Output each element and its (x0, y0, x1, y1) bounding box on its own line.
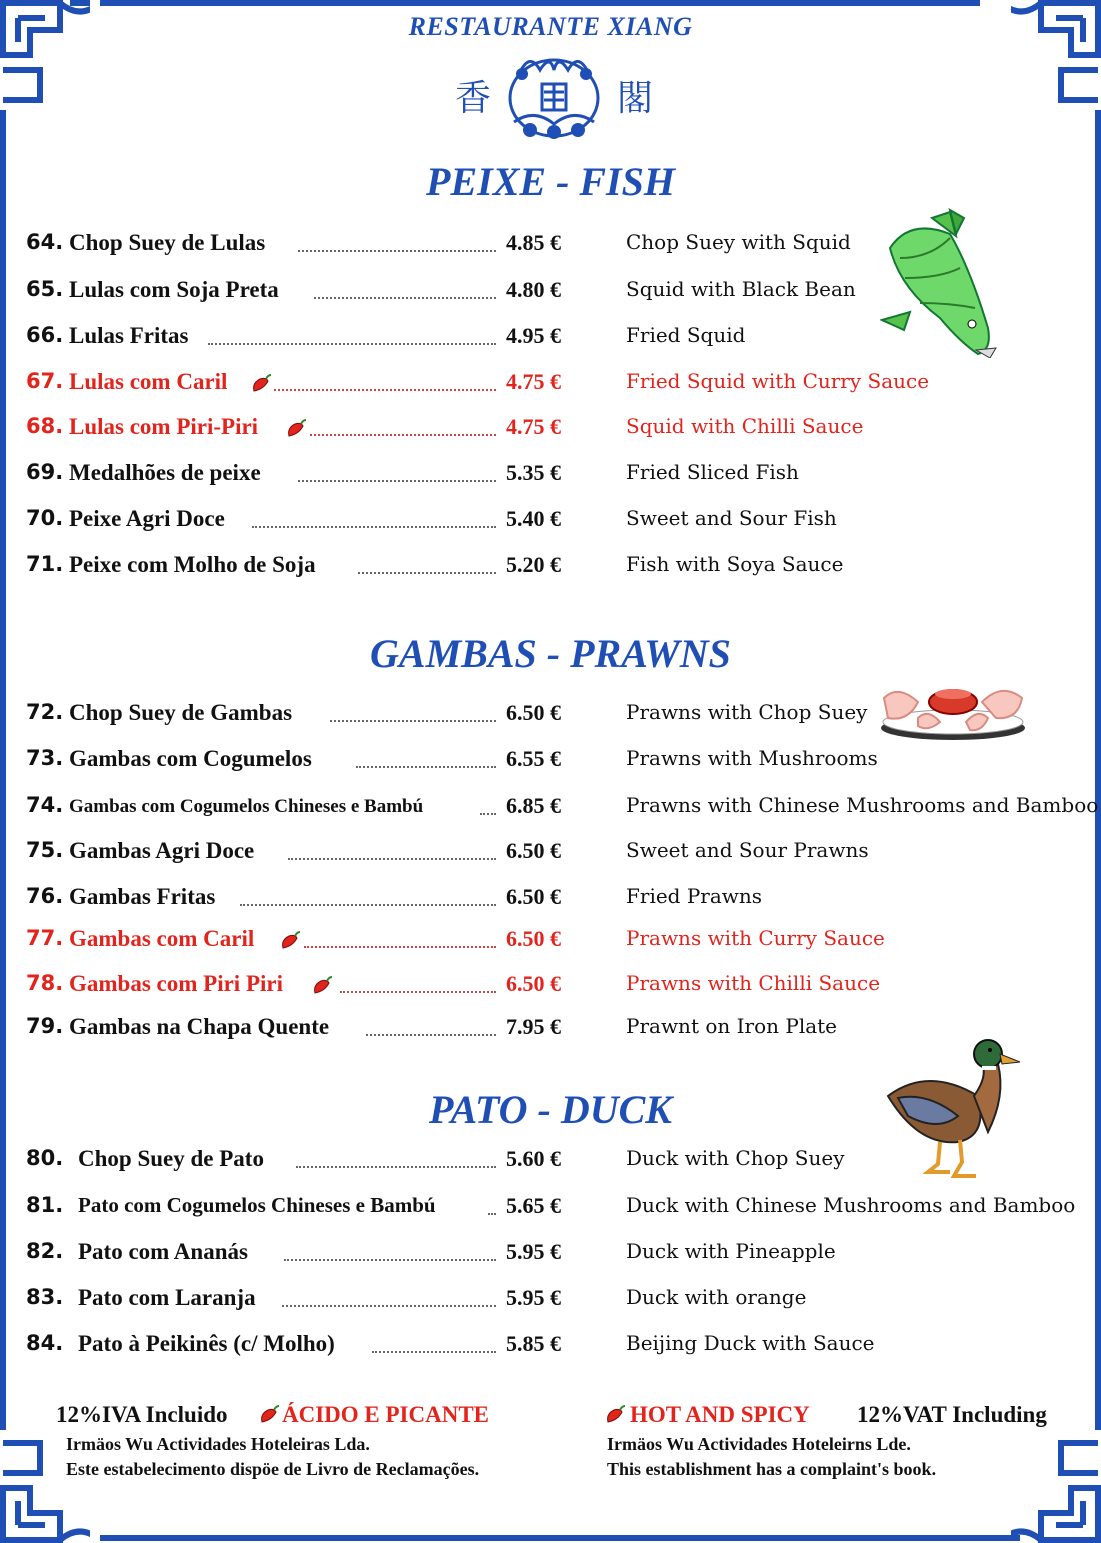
item-price: 6.50 € (506, 884, 561, 909)
chili-pepper-icon (250, 373, 272, 393)
menu-item-81 (26, 1193, 1101, 1233)
item-number: 70. (26, 506, 64, 530)
menu-item-69 (26, 460, 1101, 500)
item-english-name: Duck with Pineapple (626, 1239, 836, 1263)
dot-leader (274, 385, 496, 391)
item-price: 6.50 € (506, 838, 561, 863)
footer-vat-en: 12%VAT Including (857, 1402, 1047, 1427)
dot-leader (372, 1347, 496, 1353)
item-number: 80. (26, 1146, 64, 1170)
item-english-name: Beijing Duck with Sauce (626, 1331, 875, 1355)
restaurant-name: RESTAURANTE XIANG (408, 12, 693, 41)
menu-item-79 (26, 1014, 1101, 1054)
item-name: Peixe Agri Doce (69, 506, 225, 531)
item-english-name: Prawns with Chilli Sauce (626, 971, 881, 995)
item-number: 71. (26, 552, 64, 576)
dot-leader (340, 987, 496, 993)
border-left (0, 110, 6, 1430)
footer-spicy-en: HOT AND SPICY (630, 1402, 810, 1427)
item-english-name: Prawns with Chinese Mushrooms and Bamboo (626, 793, 1099, 817)
menu-item-76 (26, 884, 1101, 924)
item-name: Gambas com Caril (69, 926, 255, 951)
corner-ornament-bottom-right (1011, 1433, 1101, 1543)
menu-item-67 (26, 369, 1101, 409)
item-number: 73. (26, 746, 64, 770)
item-price: 5.20 € (506, 552, 561, 577)
dot-leader (480, 809, 496, 815)
border-top (100, 0, 980, 6)
dot-leader (252, 522, 496, 528)
item-name: Chop Suey de Lulas (69, 230, 266, 255)
item-price: 6.50 € (506, 926, 561, 951)
menu-item-71 (26, 552, 1101, 592)
item-number: 72. (26, 700, 64, 724)
item-price: 5.95 € (506, 1239, 561, 1264)
item-price: 5.40 € (506, 506, 561, 531)
item-name: Chop Suey de Pato (78, 1146, 264, 1171)
item-price: 7.95 € (506, 1014, 561, 1039)
menu-item-80 (26, 1146, 1101, 1186)
dot-leader (208, 339, 496, 345)
dot-leader (282, 1301, 496, 1307)
menu-item-78 (26, 971, 1101, 1011)
item-name: Gambas com Cogumelos Chineses e Bambú (69, 796, 424, 817)
dot-leader (314, 293, 496, 299)
footer-complaint-pt: Este estabelecimento dispöe de Livro de Reclamações. (66, 1459, 480, 1479)
cjk-character-right: 閣 (617, 78, 654, 119)
dot-leader (284, 1255, 496, 1261)
menu-item-75 (26, 838, 1101, 878)
border-bottom (100, 1535, 1020, 1541)
item-english-name: Squid with Black Bean (626, 277, 856, 301)
item-price: 4.80 € (506, 277, 561, 302)
item-name: Gambas com Cogumelos (69, 746, 312, 771)
footer-company-pt: Irmäos Wu Actividades Hoteleiras Lda. (66, 1434, 370, 1454)
item-name: Lulas com Caril (69, 369, 228, 394)
item-price: 6.50 € (506, 700, 561, 725)
item-number: 84. (26, 1331, 64, 1355)
item-name: Gambas Agri Doce (69, 838, 255, 863)
item-price: 4.95 € (506, 323, 561, 348)
menu-item-72 (26, 700, 1101, 740)
menu-item-74 (26, 793, 1101, 833)
dot-leader (304, 942, 496, 948)
item-english-name: Fried Squid with Curry Sauce (626, 369, 930, 393)
item-number: 68. (26, 414, 64, 438)
footer-vat-pt: 12%IVA Incluido (56, 1402, 228, 1427)
menu-item-82 (26, 1239, 1101, 1279)
dot-leader (288, 854, 496, 860)
item-english-name: Fried Squid (626, 323, 746, 347)
item-number: 65. (26, 277, 64, 301)
item-name: Pato com Ananás (78, 1239, 248, 1264)
item-price: 5.60 € (506, 1146, 561, 1171)
item-name: Lulas com Piri-Piri (69, 414, 259, 439)
menu-item-83 (26, 1285, 1101, 1325)
item-english-name: Sweet and Sour Prawns (626, 838, 869, 862)
item-name: Gambas com Piri Piri (69, 971, 283, 996)
dot-leader (366, 1030, 496, 1036)
item-english-name: Fried Prawns (626, 884, 763, 908)
item-name: Pato à Peikinês (c/ Molho) (78, 1331, 335, 1356)
menu-item-70 (26, 506, 1101, 546)
footer-spicy-pt: ÁCIDO E PICANTE (282, 1402, 490, 1427)
item-number: 74. (26, 793, 64, 817)
chili-pepper-icon (279, 930, 301, 950)
dot-leader (240, 900, 496, 906)
menu-item-77 (26, 926, 1101, 966)
item-english-name: Duck with Chop Suey (626, 1146, 845, 1170)
item-english-name: Duck with Chinese Mushrooms and Bamboo (626, 1193, 1076, 1217)
item-english-name: Prawns with Mushrooms (626, 746, 878, 770)
section-title-fish: PEIXE - FISH (426, 159, 675, 204)
item-price: 6.50 € (506, 971, 561, 996)
item-number: 69. (26, 460, 64, 484)
dot-leader (488, 1209, 496, 1215)
item-number: 67. (26, 369, 64, 393)
dot-leader (310, 430, 496, 436)
item-english-name: Prawns with Chop Suey (626, 700, 868, 724)
menu-item-84 (26, 1331, 1101, 1371)
item-price: 5.95 € (506, 1285, 561, 1310)
item-number: 77. (26, 926, 64, 950)
item-name: Gambas na Chapa Quente (69, 1014, 330, 1039)
item-number: 82. (26, 1239, 64, 1263)
item-name: Gambas Fritas (69, 884, 216, 909)
cjk-character-left: 香 (455, 78, 492, 119)
chili-pepper-icon (285, 418, 307, 438)
chili-pepper-icon (258, 1404, 280, 1424)
dot-leader (298, 246, 496, 252)
item-price: 6.55 € (506, 746, 561, 771)
dot-leader (298, 476, 496, 482)
dot-leader (296, 1162, 496, 1168)
item-price: 4.75 € (506, 414, 561, 439)
item-price: 6.85 € (506, 793, 561, 818)
item-english-name: Sweet and Sour Fish (626, 506, 837, 530)
menu-item-68 (26, 414, 1101, 454)
dot-leader (358, 568, 496, 574)
item-english-name: Fish with Soya Sauce (626, 552, 844, 576)
item-name: Peixe com Molho de Soja (69, 552, 316, 577)
footer-company-en: Irmäos Wu Actividades Hoteleirns Lde. (607, 1434, 911, 1454)
item-english-name: Duck with orange (626, 1285, 807, 1309)
item-name: Pato com Laranja (78, 1285, 256, 1310)
chili-pepper-icon (311, 975, 333, 995)
dot-leader (330, 716, 496, 722)
menu-item-73 (26, 746, 1101, 786)
item-name: Medalhões de peixe (69, 460, 261, 485)
section-title-prawns: GAMBAS - PRAWNS (370, 631, 731, 676)
item-number: 78. (26, 971, 64, 995)
menu-item-64 (26, 230, 1101, 270)
item-price: 4.75 € (506, 369, 561, 394)
item-price: 4.85 € (506, 230, 561, 255)
item-number: 76. (26, 884, 64, 908)
item-english-name: Fried Sliced Fish (626, 460, 799, 484)
chili-pepper-icon (604, 1404, 626, 1424)
item-number: 66. (26, 323, 64, 347)
section-title-duck: PATO - DUCK (429, 1087, 672, 1132)
lotus-logo (500, 52, 608, 140)
item-price: 5.65 € (506, 1193, 561, 1218)
item-number: 81. (26, 1193, 64, 1217)
menu-item-66 (26, 323, 1101, 363)
item-english-name: Prawns with Curry Sauce (626, 926, 885, 950)
footer-complaint-en: This establishment has a complaint's book. (607, 1459, 937, 1479)
item-number: 75. (26, 838, 64, 862)
item-number: 83. (26, 1285, 64, 1309)
item-english-name: Prawnt on Iron Plate (626, 1014, 838, 1038)
item-name: Lulas Fritas (69, 323, 189, 348)
item-english-name: Chop Suey with Squid (626, 230, 851, 254)
item-english-name: Squid with Chilli Sauce (626, 414, 864, 438)
menu-item-65 (26, 277, 1101, 317)
item-name: Pato com Cogumelos Chineses e Bambú (78, 1193, 436, 1217)
item-name: Lulas com Soja Preta (69, 277, 279, 302)
item-price: 5.35 € (506, 460, 561, 485)
item-number: 64. (26, 230, 64, 254)
dot-leader (356, 762, 496, 768)
item-price: 5.85 € (506, 1331, 561, 1356)
item-name: Chop Suey de Gambas (69, 700, 293, 725)
item-number: 79. (26, 1014, 64, 1038)
